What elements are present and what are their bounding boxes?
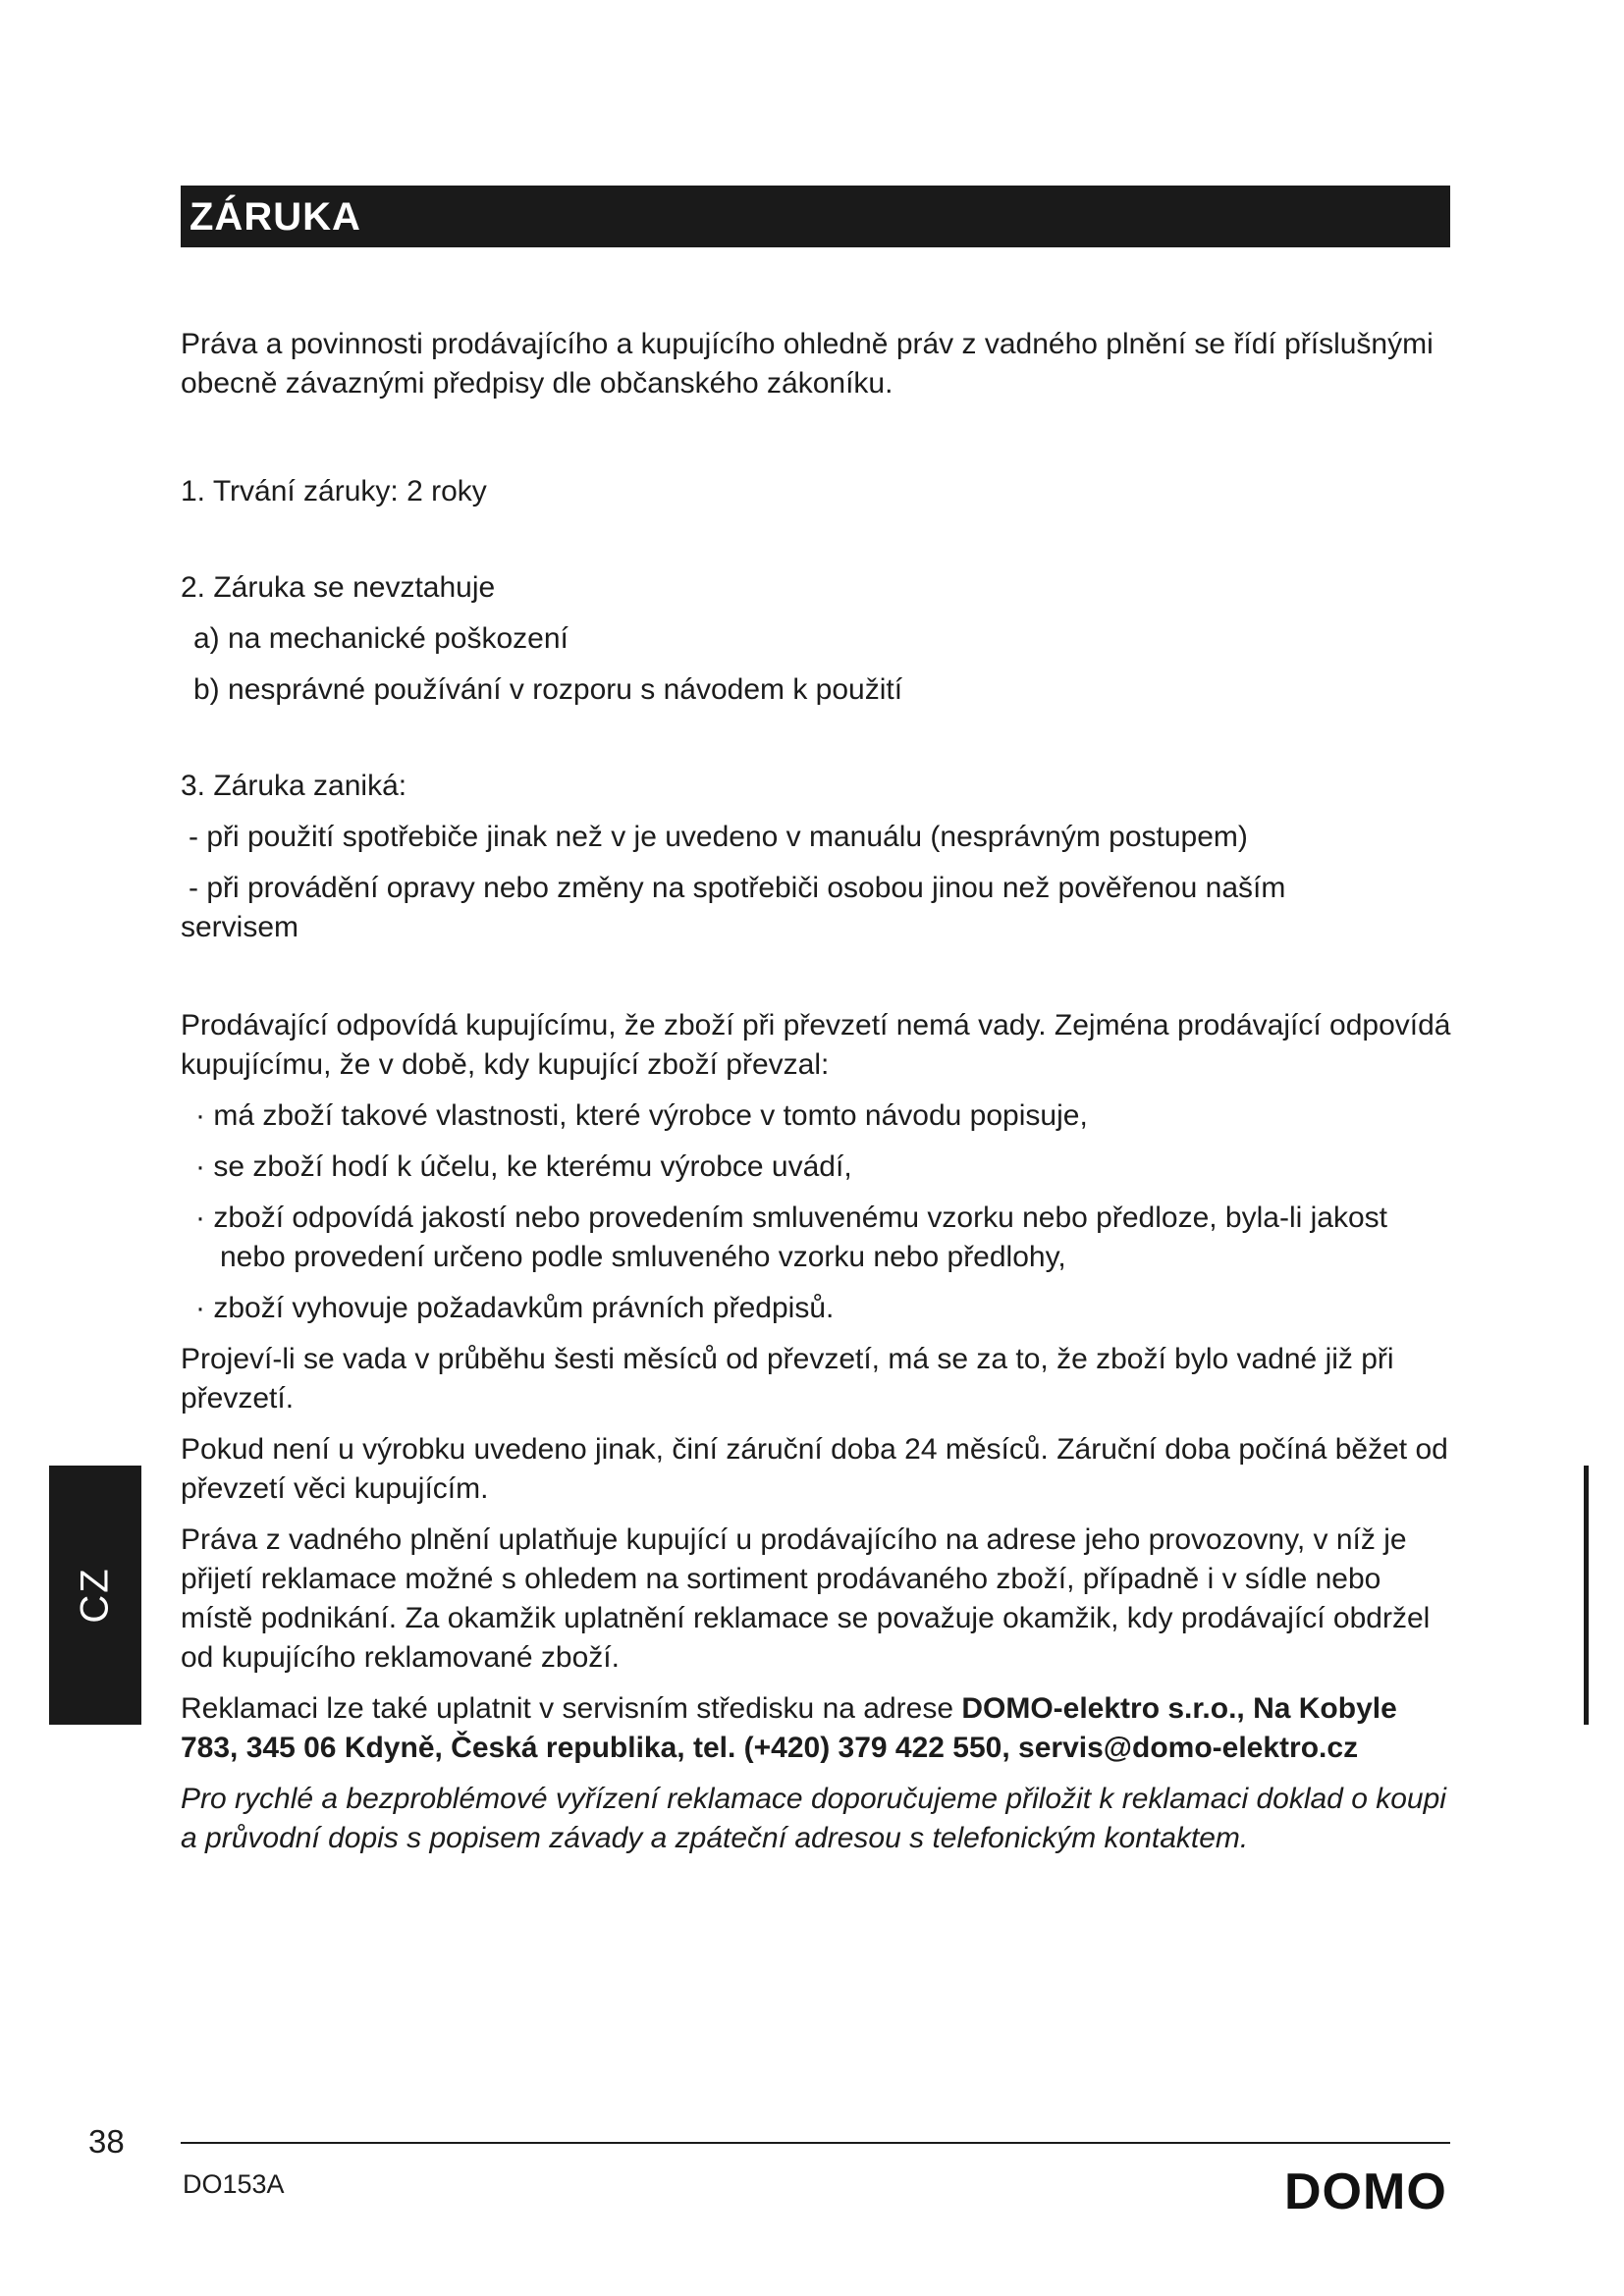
section-title-bar (181, 186, 1450, 247)
page-number: 38 (88, 2123, 125, 2160)
section-title: ZÁRUKA (189, 195, 361, 239)
warranty-exclusions (181, 568, 1457, 710)
termination-heading: 3. Záruka zaniká: (181, 770, 407, 802)
exclusion-a: a) na mechanické poškození (193, 622, 568, 655)
termination-reason-2: - při provádění opravy nebo změny na spotřebiči osobou jinou než pověřenou naším (189, 872, 1286, 904)
warranty-period-paragraph: Pokud není u výrobku uvedeno jinak, činí záruční doba 24 měsíců. Záruční doba počíná běžet od převzetí věci kupujícím. (181, 1433, 1448, 1505)
recommendation-note: Pro rychlé a bezproblémové vyřízení reklamace doporučujeme přiložit k reklamaci doklad o koupi a průvodní dopis s popisem závady a zpáteční adresou s telefonickým kontaktem. (181, 1783, 1446, 1854)
service-center-paragraph (181, 1689, 1457, 1768)
service-center-address: DOMO-elektro s.r.o., Na Kobyle 783, 345 06 Kdyně, Česká republika, tel. (+420) 379 422 550, servis@domo-elektro.cz (181, 1692, 1397, 1764)
bullet-item: · se zboží hodí k účelu, ke kterému výrobce uvádí, (195, 1150, 852, 1183)
bullet-item: · zboží odpovídá jakostí nebo provedením smluvenému vzorku nebo předloze, byla-li jakost (195, 1201, 1387, 1234)
warranty-duration-item: 1. Trvání záruky: 2 roky (181, 475, 487, 507)
language-tab (49, 1466, 141, 1725)
model-number: DO153A (183, 2169, 285, 2199)
warranty-content (181, 325, 1457, 1858)
right-margin-marker (1584, 1466, 1589, 1725)
brand-logo: DOMO (1284, 2163, 1447, 2220)
service-center-prefix: Reklamaci lze také uplatnit v servisním středisku na adrese (181, 1692, 962, 1725)
bullet-item: · má zboží takové vlastnosti, které výrobce v tomto návodu popisuje, (195, 1099, 1088, 1132)
exclusions-heading: 2. Záruka se nevztahuje (181, 571, 496, 604)
footer-divider (181, 2142, 1450, 2144)
claim-rights-paragraph: Práva z vadného plnění uplatňuje kupující u prodávajícího na adrese jeho provozovny, v níž je přijetí reklamace možné s ohledem na sortiment prodávaného zboží, případně i v sídle nebo místě podnikání. Za okamžik uplatnění reklamace se považuje okamžik, kdy prodávající obdržel od kupujícího reklamované zboží. (181, 1523, 1431, 1674)
warranty-termination (181, 767, 1457, 947)
language-tab-label: CZ (73, 1567, 117, 1624)
seller-liability-paragraph: Prodávající odpovídá kupujícímu, že zboží při převzetí nemá vady. Zejména prodávající odpovídá kupujícímu, že v době, kdy kupující zboží převzal: (181, 1009, 1451, 1081)
termination-reason-2-cont: servisem (181, 911, 299, 943)
bullet-item: · zboží vyhovuje požadavkům právních předpisů. (195, 1292, 835, 1324)
termination-reason-1: - při použití spotřebiče jinak než v je uvedeno v manuálu (nesprávným postupem) (189, 821, 1248, 853)
bullet-item-cont: nebo provedení určeno podle smluveného vzorku nebo předlohy, (220, 1241, 1066, 1273)
intro-paragraph: Práva a povinnosti prodávajícího a kupujícího ohledně práv z vadného plnění se řídí příslušnými obecně závaznými předpisy dle občanského zákoníku. (181, 328, 1434, 400)
defect-paragraph: Projeví-li se vada v průběhu šesti měsíců od převzetí, má se za to, že zboží bylo vadné již při převzetí. (181, 1343, 1394, 1415)
exclusion-b: b) nesprávné používání v rozporu s návodem k použití (193, 673, 903, 706)
